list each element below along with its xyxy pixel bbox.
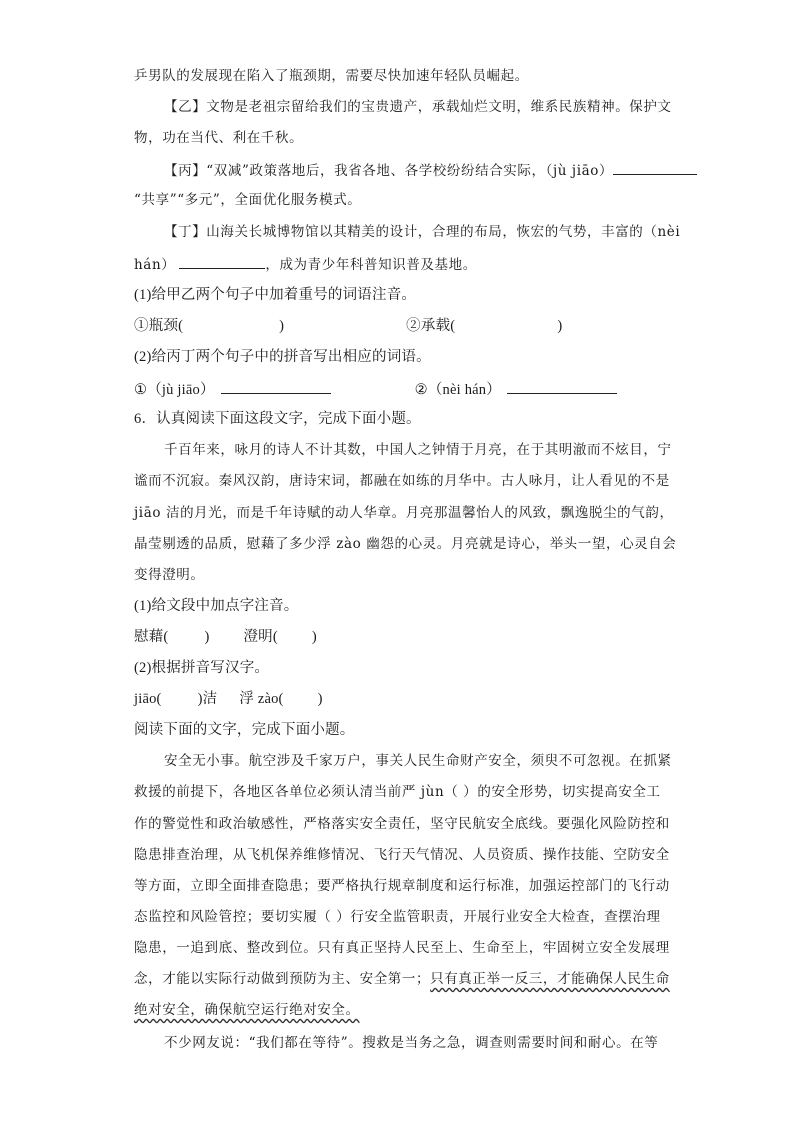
underlined-sentence: 只有真正举一反三，才能确保人民生命 [430,971,670,987]
question-text: (1)给甲乙两个句子中加着重号的词语注音。 [134,287,417,303]
text-line: “共享”“多元”，全面优化服务模式。 [134,192,362,208]
answer-row [134,379,617,399]
text-line: 救援的前提下，各地区各单位必须认清当前严 jùn（ ）的安全形势，切实提高安全工 [134,784,661,800]
text-span: jiāo( [134,691,162,707]
answer-row [134,628,317,646]
question-title: 6．认真阅读下面这段文字，完成下面小题。 [134,411,421,427]
text-line: 物，功在当代、利在千秋。 [134,130,304,146]
text-line: 作的警觉性和政治敏感性，严格落实安全责任，坚守民航安全底线。要强化风险防控和 [134,816,670,832]
text-span: 慰藉( [134,629,169,645]
text-line: 隐患，一追到底、整改到位。只有真正坚持人民至上、生命至上，牢固树立安全发展理 [134,940,670,956]
text-span: ①瓶颈( [134,318,184,334]
answer-blank[interactable] [221,379,331,394]
text-span: 浮 zào( [239,691,284,707]
text-span: ②（nèi hán） [414,382,501,398]
text-span: 澄明( [243,629,278,645]
text-line: 【乙】文物是老祖宗留给我们的宝贵遗产，承载灿烂文明，维系民族精神。保护文 [164,99,672,115]
answer-blank[interactable] [507,379,617,394]
text-span: ) [557,318,563,334]
text-span: hán） [134,257,176,273]
text-span: ) [317,691,323,707]
text-line: 等方面，立即全面排查隐患；要严格执行规章制度和运行标准，加强运控部门的飞行动 [134,878,670,894]
text-span: 【丙】“双减”政策落地后，我省各地、各学校纷纷结合实际，（jù jiāo） [164,163,614,179]
answer-blank[interactable] [179,254,265,269]
text-line: 乒男队的发展现在陷入了瓶颈期，需要尽快加速年轻队员崛起。 [134,68,529,84]
text-span: ①（jù jiāo） [134,382,215,398]
text-span: ) [279,318,285,334]
text-span: ) [204,629,210,645]
text-line: 安全无小事。航空涉及千家万户，事关人民生命财产安全，须臾不可忽视。在抓紧 [164,753,672,769]
text-line [134,254,477,274]
underlined-sentence: 绝对安全，确保航空运行绝对安全。 [134,1002,360,1018]
text-line [164,160,697,180]
question-text: (1)给文段中加点字注音。 [134,598,299,614]
text-line: 态监控和风险管控；要切实履（ ）行安全监管职责，开展行业安全大检查，查摆治理 [134,909,661,925]
question-text: (2)给丙丁两个句子中的拼音写出相应的词语。 [134,349,431,365]
text-line [134,970,670,988]
text-span: )洁 [197,691,218,707]
text-span: ) [311,629,317,645]
question-title: 阅读下面的文字，完成下面小题。 [134,722,355,738]
text-line: 千百年来，咏月的诗人不计其数，中国人之钟情于月亮，在于其明澈而不炫目，宁 [164,442,672,458]
text-span: 念，才能以实际行动做到预防为主、安全第一； [134,971,431,987]
answer-row [134,317,562,335]
text-line: 晶莹剔透的品质，慰藉了多少浮 zào 幽怨的心灵。月亮就是诗心，举头一望，心灵自会 [134,536,677,552]
text-span: ②承载( [406,318,456,334]
answer-row [134,690,323,708]
text-line [134,1001,360,1019]
text-line: 变得澄明。 [134,567,205,583]
question-text: (2)根据拼音写汉字。 [134,660,270,676]
text-line: 谧而不沉寂。秦风汉韵，唐诗宋词，都融在如练的月华中。古人咏月，让人看见的不是 [134,473,670,489]
text-line: jiāo 洁的月光，而是千年诗赋的动人华章。月亮那温馨怡人的风致，飘逸脱尘的气韵， [134,505,674,521]
text-line: 隐患排查治理，从飞机保养维修情况、飞行天气情况、人员资质、操作技能、空防安全 [134,847,670,863]
answer-blank[interactable] [613,160,697,175]
text-line: 【丁】山海关长城博物馆以其精美的设计，合理的布局，恢宏的气势，丰富的（nèi [164,224,681,240]
text-line: 不少网友说：“我们都在等待”。搜救是当务之急，调查则需要时间和耐心。在等 [164,1035,659,1051]
text-span: ，成为青少年科普知识普及基地。 [265,257,477,273]
